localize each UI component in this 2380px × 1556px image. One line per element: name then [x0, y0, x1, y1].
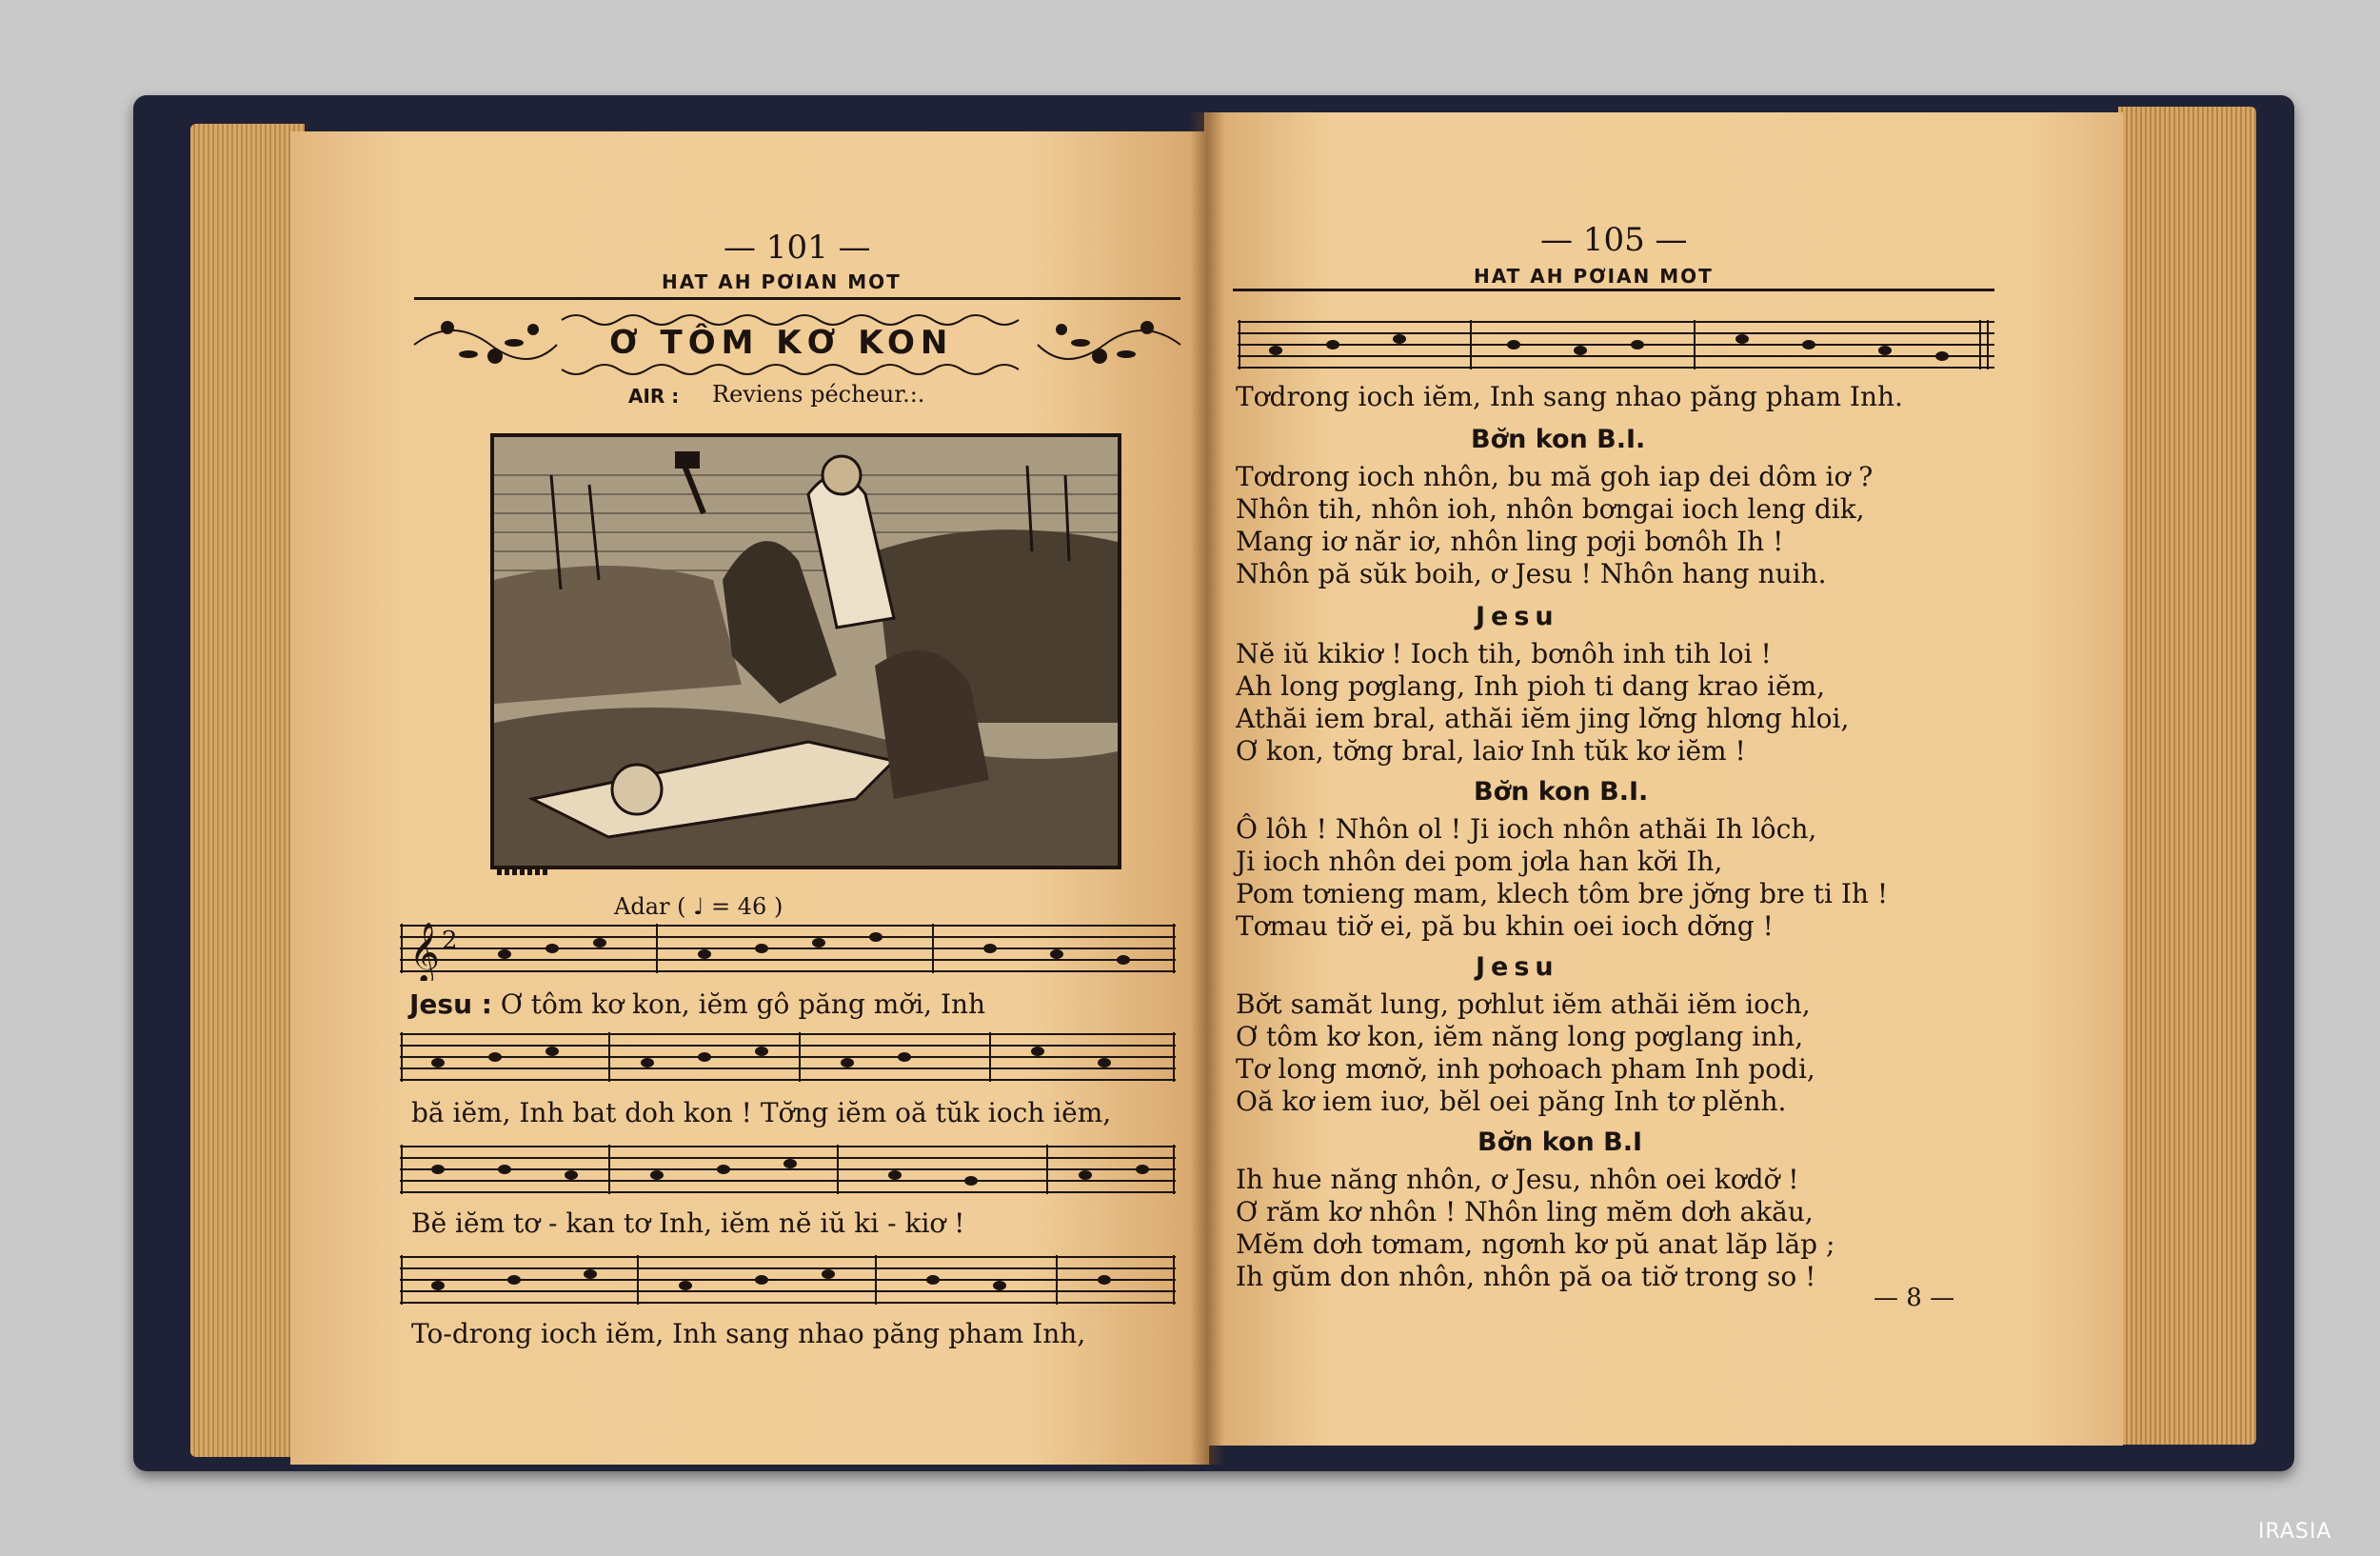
- music-staff-4: [400, 1247, 1176, 1312]
- verse-3-line-2: Ji ioch nhôn dei pom jơla han kơ̆i Ih,: [1236, 846, 1723, 877]
- verse-3-line-3: Pom tơnieng mam, klech tôm bre jơ̆ng bre ti Ih !: [1236, 878, 1889, 909]
- verse-4-heading: Jesu: [1476, 952, 1559, 982]
- engraver-credit: [497, 868, 550, 875]
- left-page-number: — 101 —: [724, 229, 871, 267]
- verse-2-line-3: Athăi iem bral, athăi iĕm jing lơ̆ng hlơng hloi,: [1236, 703, 1850, 734]
- verse-1-heading: Bơ̆n kon B.I.: [1471, 425, 1646, 454]
- verse-5-line-2: Ơ răm kơ nhôn ! Nhôn ling mĕm dơh akău,: [1236, 1196, 1814, 1227]
- verse-1-line-2: Nhôn tih, nhôn ioh, nhôn bơngai ioch leng dik,: [1236, 493, 1865, 525]
- verse-4-line-3: Tơ long mơnơ̆, inh pơhoach pham Inh podi,: [1236, 1053, 1815, 1085]
- song-title: Ơ TÔM KƠ KON: [609, 324, 954, 362]
- left-running-header: HAT AH PƠIAN MOT: [662, 270, 902, 293]
- lyric-line-2: bă iĕm, Inh bat doh kon ! Tơ̆ng iĕm oă tŭk ioch iĕm,: [411, 1097, 1112, 1128]
- time-signature: 2: [442, 927, 458, 955]
- right-page-number: — 105 —: [1540, 221, 1688, 259]
- verse-2-line-2: Ah long pơglang, Inh pioh ti dang krao iĕm,: [1236, 670, 1825, 702]
- verse-5-line-3: Mĕm dơh tơmam, ngơnh kơ pŭ anat lăp lăp ;: [1236, 1228, 1835, 1260]
- right-first-lyric: Tơdrong ioch iĕm, Inh sang nhao păng pham Inh.: [1236, 381, 1903, 412]
- tempo-marking: Adar ( ♩ = 46 ): [614, 893, 783, 920]
- lyric-text: Ơ tôm kơ kon, iĕm gô păng mơ̆i, Inh: [500, 988, 986, 1020]
- verse-5-heading: Bơ̆n kon B.I: [1478, 1127, 1643, 1157]
- lyric-line-4: To-drong ioch iĕm, Inh sang nhao păng pham Inh,: [411, 1318, 1086, 1349]
- verse-1-line-3: Mang iơ năr iơ, nhôn ling pơji bơnôh Ih !: [1236, 526, 1784, 557]
- music-staff-5: [1238, 312, 1994, 377]
- verse-3-line-4: Tơmau tiơ̆ ei, pă bu khin oei ioch dơ̆ng !: [1236, 910, 1774, 942]
- right-page-edges: [2118, 107, 2256, 1445]
- air-label: AIR :: [628, 385, 680, 408]
- verse-1-line-1: Tơdrong ioch nhôn, bu mă goh iap dei dôm iơ ?: [1236, 461, 1874, 492]
- air-value: Reviens pécheur.:.: [712, 381, 925, 408]
- lyric-line-1: [409, 988, 985, 1020]
- right-header-rule: [1233, 289, 1994, 291]
- lyric-line-3: Bĕ iĕm tơ - kan tơ Inh, iĕm nĕ iŭ ki - kiơ !: [411, 1207, 965, 1239]
- verse-4-line-4: Oă kơ iem iuơ, bĕl oei păng Inh tơ plĕnh.: [1236, 1086, 1787, 1117]
- music-staff-2: [400, 1025, 1176, 1089]
- svg-text:𝄞: 𝄞: [409, 922, 440, 981]
- left-page-edges: [190, 124, 305, 1457]
- verse-1-line-4: Nhôn pă sŭk boih, ơ Jesu ! Nhôn hang nuih.: [1236, 558, 1827, 589]
- verse-3-line-1: Ô lôh ! Nhôn ol ! Ji ioch nhôn athăi Ih lôch,: [1236, 813, 1817, 845]
- verse-3-heading: Bơ̆n kon B.I.: [1474, 777, 1649, 807]
- engraving-illustration: [490, 433, 1121, 869]
- right-running-header: HAT AH PƠIAN MOT: [1474, 265, 1714, 288]
- music-staff-3: [400, 1137, 1176, 1202]
- left-header-rule: [414, 297, 1180, 300]
- music-staff-1: [400, 916, 1176, 981]
- verse-5-line-1: Ih hue năng nhôn, ơ Jesu, nhôn oei kơdơ̆ !: [1236, 1164, 1799, 1195]
- verse-5-line-4: Ih gŭm don nhôn, nhôn pă oa tiơ̆ trong so !: [1236, 1261, 1816, 1292]
- verse-4-line-1: Bơ̆t samăt lung, pơhlut iĕm athăi iĕm ioch,: [1236, 988, 1811, 1020]
- verse-2-heading: Jesu: [1476, 602, 1559, 631]
- verse-2-line-1: Nĕ iŭ kikiơ ! Ioch tih, bơnôh inh tih loi !: [1236, 638, 1772, 669]
- verse-4-line-2: Ơ tôm kơ kon, iĕm năng long pơglang inh,: [1236, 1021, 1804, 1052]
- watermark: IRASIA: [2258, 1520, 2332, 1544]
- lyric-speaker: Jesu :: [409, 988, 492, 1020]
- book-gutter: [1190, 112, 1224, 1465]
- signature-mark: — 8 —: [1874, 1284, 1955, 1312]
- verse-2-line-4: Ơ kon, tơ̆ng bral, laiơ Inh tŭk kơ iĕm !: [1236, 735, 1746, 767]
